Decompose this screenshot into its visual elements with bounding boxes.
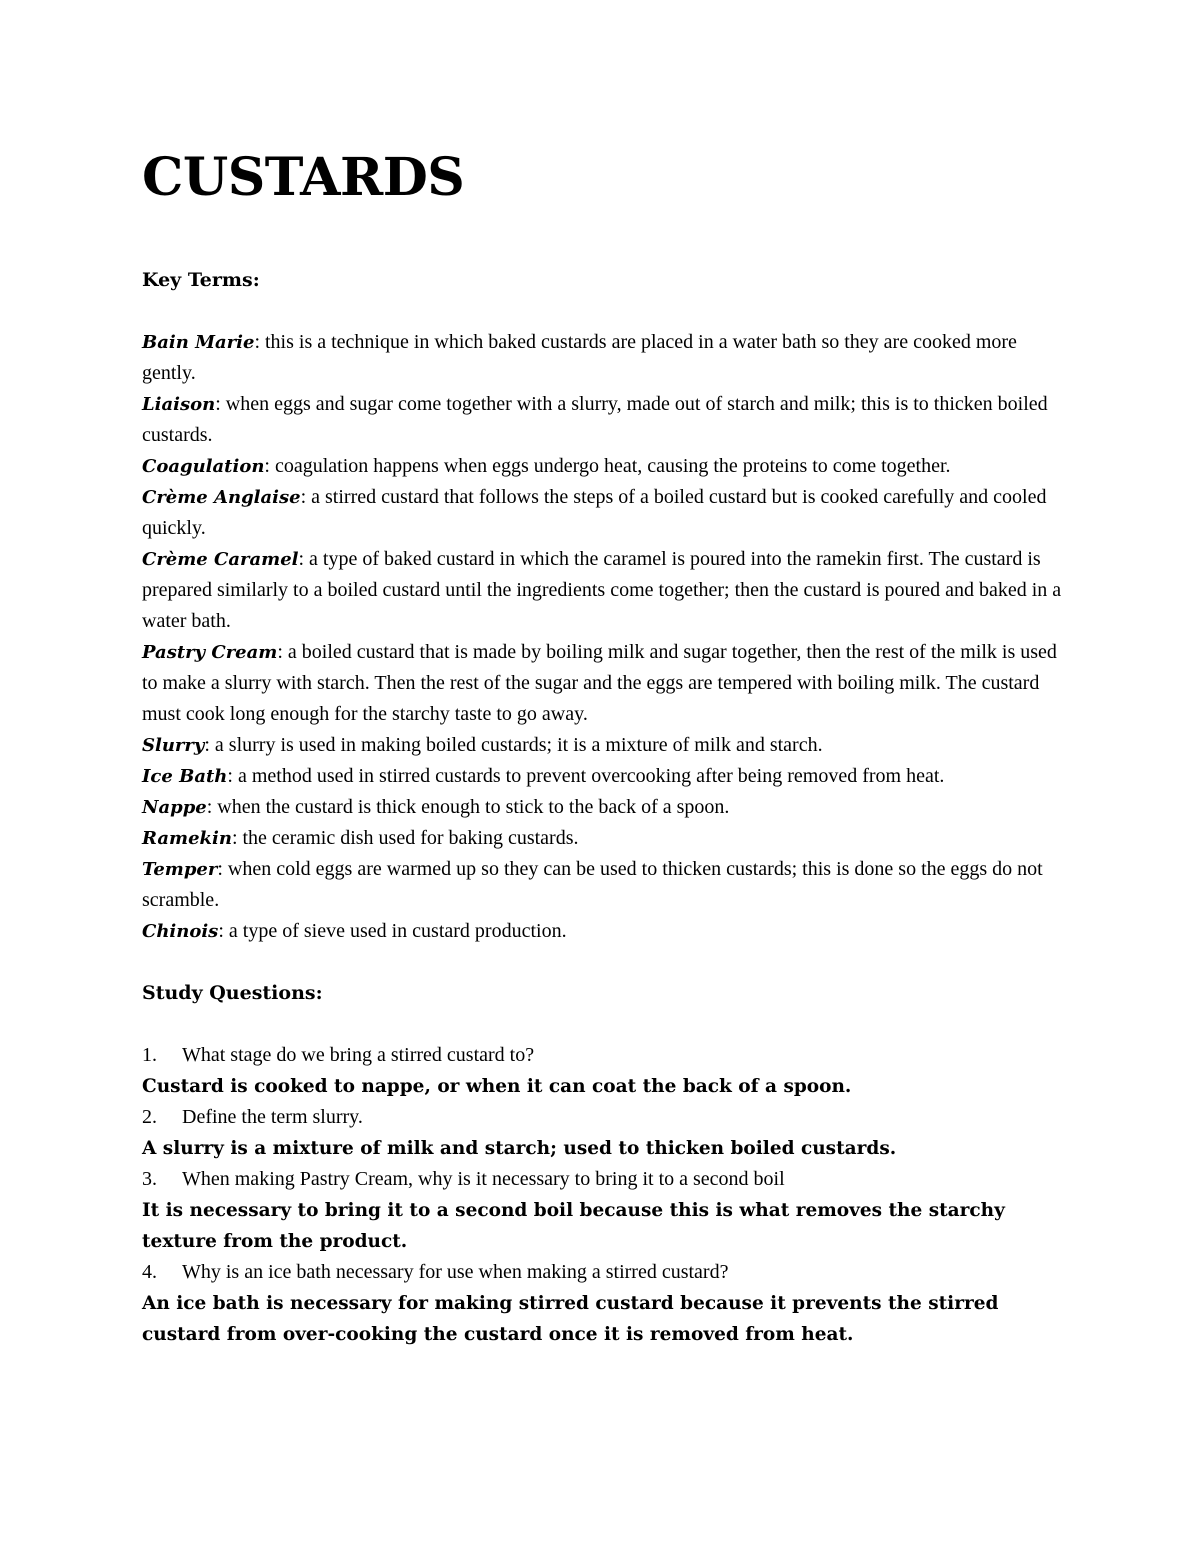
term-name: Chinois: [142, 921, 219, 942]
term-entry: [142, 854, 1062, 916]
question-number: 1.: [142, 1044, 157, 1066]
answer-text: A slurry is a mixture of milk and starch; used to thicken boiled custards.: [142, 1138, 897, 1159]
term-name: Temper: [142, 859, 218, 880]
term-entry: [142, 451, 1062, 482]
term-name: Nappe: [142, 797, 207, 818]
key-terms-heading: Key Terms:: [142, 269, 260, 291]
key-terms-list: [142, 327, 1062, 947]
term-entry: [142, 916, 1062, 947]
question-number: 4.: [142, 1261, 157, 1283]
term-entry: [142, 482, 1062, 544]
term-entry: [142, 761, 1062, 792]
term-entry: [142, 792, 1062, 823]
term-entry: [142, 544, 1062, 637]
term-name: Bain Marie: [142, 332, 255, 353]
spacer: [142, 296, 1062, 327]
answer-text: Custard is cooked to nappe, or when it can coat the back of a spoon.: [142, 1076, 852, 1097]
term-definition: : a stirred custard that follows the steps of a boiled custard but is cooked carefully and cooled quickly.: [142, 486, 1047, 539]
answer-text: It is necessary to bring it to a second boil because this is what removes the starchy texture from the product.: [142, 1200, 1005, 1252]
term-name: Crème Anglaise: [142, 487, 301, 508]
term-entry: [142, 730, 1062, 761]
question-text: Define the term slurry.: [182, 1106, 363, 1128]
term-definition: : a method used in stirred custards to prevent overcooking after being removed from heat.: [227, 765, 945, 787]
term-name: Liaison: [142, 394, 216, 415]
term-definition: : a type of baked custard in which the caramel is poured into the ramekin first. The custard is prepared similarly to a boiled custard until the ingredients come together; then the custard is poured and baked in a water bath.: [142, 548, 1062, 632]
term-name: Pastry Cream: [142, 642, 278, 663]
question-text: When making Pastry Cream, why is it necessary to bring it to a second boil: [182, 1168, 785, 1190]
page-title: CUSTARDS: [142, 147, 465, 208]
study-questions-heading: Study Questions:: [142, 982, 323, 1004]
spacer: [142, 1009, 1062, 1040]
spacer: [142, 947, 1062, 978]
term-definition: : when cold eggs are warmed up so they can be used to thicken custards; this is done so the eggs do not scramble.: [142, 858, 1043, 911]
question-number: 2.: [142, 1106, 157, 1128]
term-definition: : a type of sieve used in custard production.: [218, 920, 567, 942]
question-number: 3.: [142, 1168, 157, 1190]
question-item: [142, 1102, 1062, 1133]
term-entry: [142, 389, 1062, 451]
term-definition: : a slurry is used in making boiled custards; it is a mixture of milk and starch.: [204, 734, 823, 756]
question-text: Why is an ice bath necessary for use when making a stirred custard?: [182, 1261, 729, 1283]
term-definition: : coagulation happens when eggs undergo heat, causing the proteins to come together.: [264, 455, 951, 477]
term-name: Crème Caramel: [142, 549, 299, 570]
term-entry: [142, 823, 1062, 854]
question-item: [142, 1257, 1062, 1288]
document-page: [142, 148, 1062, 1350]
term-definition: : when eggs and sugar come together with a slurry, made out of starch and milk; this is to thicken boiled custards.: [142, 393, 1048, 446]
term-entry: [142, 327, 1062, 389]
term-name: Coagulation: [142, 456, 265, 477]
term-name: Ramekin: [142, 828, 232, 849]
term-definition: : a boiled custard that is made by boiling milk and sugar together, then the rest of the milk is used to make a slurry with starch. Then the rest of the sugar and the eggs are tempered with boiling milk. The custard must cook long enough for the starchy taste to go away.: [142, 641, 1057, 725]
term-definition: : when the custard is thick enough to stick to the back of a spoon.: [206, 796, 730, 818]
term-entry: [142, 637, 1062, 730]
question-item: [142, 1164, 1062, 1195]
term-name: Ice Bath: [142, 766, 228, 787]
term-definition: : this is a technique in which baked custards are placed in a water bath so they are cooked more gently.: [142, 331, 1017, 384]
term-name: Slurry: [142, 735, 205, 756]
study-questions-list: [142, 1040, 1062, 1350]
answer-text: An ice bath is necessary for making stirred custard because it prevents the stirred custard from over-cooking the custard once it is removed from heat.: [142, 1293, 999, 1345]
term-definition: : the ceramic dish used for baking custards.: [231, 827, 579, 849]
question-item: [142, 1040, 1062, 1071]
question-text: What stage do we bring a stirred custard to?: [182, 1044, 535, 1066]
